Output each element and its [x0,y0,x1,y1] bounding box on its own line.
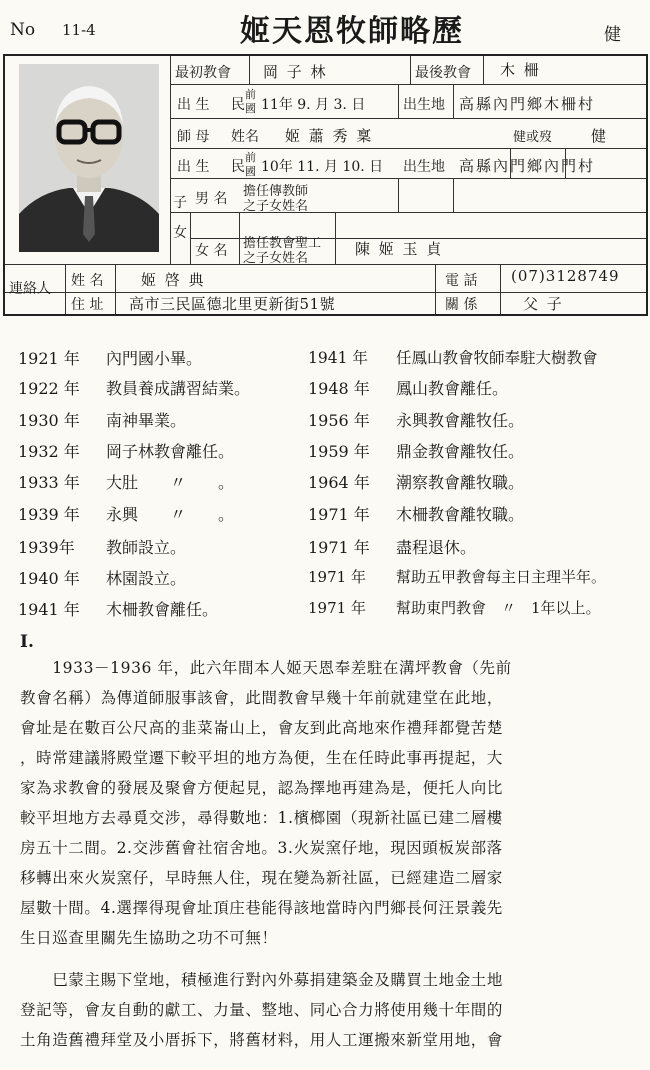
timeline-left-item: 1933 年 大肚 〃 。 [18,473,235,492]
timeline-right-item: 1971 年 幫助東門教會 〃 1年以上。 [308,599,601,617]
birthplace-label: 出生地 [403,97,445,113]
page-title: 姬天恩牧師略歷 [240,14,464,49]
essay-line: 巳蒙主賜下堂地，積極進行對內外募捐建築金及購買土地金土地 [20,971,504,989]
female-desc-1: 擔任教會聖工 [243,236,322,251]
timeline-right-item: 1959 年 鼎金教會離牧任。 [308,442,525,461]
last-church-label: 最後教會 [415,65,471,81]
essay-line: 移轉出來火炭窯仔，早時無人住，現在變為新社區，已經建造二層家 [20,869,504,887]
contact-label: 連絡人 [9,281,51,297]
wife-birth-label: 出 生 [177,159,210,175]
record-number: 11-4 [62,21,96,39]
era-min: 民 [231,97,245,113]
wife-name-label: 姓名 [231,129,259,145]
essay-line: 1933－1936 年，此六年間本人姬天恩奉差駐在溝坪教會（先前 [20,659,512,677]
essay-line: 會址是在數百公尺高的韭菜崙山上，會友到此高地來作禮拜都覺苦楚 [20,719,504,737]
era-qian: 前 [245,88,256,101]
wife-era-min: 民 [231,159,245,175]
female-desc-2: 之子女姓名 [243,251,309,266]
first-church-label: 最初教會 [175,65,231,81]
contact-name-value: 姬 啓 典 [141,271,206,289]
alive-label: 健或歿 [513,130,553,145]
wife-era-qian: 前 [245,151,256,164]
timeline-right-item: 1964 年 潮察教會離牧職。 [308,473,525,492]
essay-line: 教會名稱）為傳道師服事該會，此間教會早幾十年前就建堂在此地， [20,689,504,707]
female-names-value: 陳 姬 玉 貞 [355,240,444,258]
contact-address-value: 高市三民區德北里更新街51號 [129,295,336,313]
essay-line: 土角造舊禮拜堂及小厝拆下，將舊材料，用人工運搬來新堂用地，會 [20,1031,504,1049]
timeline-right-item: 1941 年 任鳳山教會牧師奉駐大樹教會 [308,349,598,367]
contact-name-label: 姓 名 [71,273,104,289]
timeline-left-item: 1932 年 岡子林教會離任。 [18,442,235,461]
essay-line: 生日巡查里關先生協助之功不可無！ [20,929,278,947]
male-label: 男 名 [195,191,228,207]
timeline-right-item: 1971 年 木柵教會離牧職。 [308,505,525,524]
essay-line: 屋數十間。4.選擇得現會址頂庄巷能得該地當時內門鄉長何汪景義先 [20,899,503,917]
female-label: 女 名 [195,243,228,259]
essay-line: 家為求教會的發展及聚會方便起見，認為擇地再建為是，便托人向比 [20,779,504,797]
essay-line: 較平坦地方去尋覓交涉，尋得數地：1.檳榔園（現新社區已建二層樓 [20,809,503,827]
timeline-left-item: 1922 年 教員養成講習結業。 [18,379,251,398]
wife-birthplace-value: 高縣內門鄉內門村 [459,157,596,175]
children-label-1: 子 [173,195,187,211]
page-header [0,0,650,52]
timeline-left-item: 1941 年 木柵教會離任。 [18,600,219,619]
status-mark: 健 [604,25,621,45]
wife-birth-date: 10年 11. 月 10. 日 [261,159,384,175]
timeline-left-item: 1939年 教師設立。 [18,538,187,557]
children-label-2: 女 [173,225,187,241]
timeline-right-item: 1971 年 幫助五甲教會每主日主理半年。 [308,568,607,586]
timeline-right-item: 1948 年 鳳山教會離任。 [308,379,509,398]
first-church-value: 岡 子 林 [263,63,328,81]
timeline-left-item: 1930 年 南神畢業。 [18,411,187,430]
last-church-value: 木 柵 [500,61,541,79]
timeline-right-item: 1971 年 盡程退休。 [308,538,477,557]
timeline-left-item: 1940 年 林園設立。 [18,569,187,588]
essay-line: 房五十二間。2.交涉舊會社宿舍地。3.火炭窯仔地，現因頭板炭部落 [20,839,503,857]
contact-relation-label: 關 係 [445,297,478,313]
birth-label: 出 生 [177,97,210,113]
timeline-left-item: 1921 年 內門國小畢。 [18,349,203,368]
portrait-illustration [19,64,159,252]
birth-date: 11年 9. 月 3. 日 [261,97,366,113]
birthplace-value: 高縣內門鄉木柵村 [459,95,596,113]
essay-line: ，時常建議將殿堂遷下較平坦的地方為便，生在任時此事再提起，大 [20,749,504,767]
wife-birthplace-label: 出生地 [403,159,445,175]
era-guo: 國 [245,102,256,115]
male-desc-2: 之子女姓名 [243,199,309,214]
section-label: I. [20,632,34,652]
wife-era-guo: 國 [245,165,256,178]
alive-value: 健 [591,127,609,145]
timeline-left-item: 1939 年 永興 〃 。 [18,505,235,524]
contact-address-label: 住 址 [71,297,104,313]
essay-line: 登記等，會友自動的獻工、力量、整地、同心合力將使用幾十年間的 [20,1001,504,1019]
wife-label: 師 母 [177,129,210,145]
contact-phone-value: (07)3128749 [511,267,620,285]
info-form [3,54,648,316]
wife-name-value: 姬 蕭 秀 稟 [285,127,374,145]
portrait-photo [19,64,159,252]
timeline-right-item: 1956 年 永興教會離牧任。 [308,411,525,430]
male-desc-1: 擔任傳教師 [243,184,309,199]
contact-relation-value: 父 子 [523,295,564,313]
record-no-label: No [10,20,36,40]
contact-phone-label: 電 話 [445,273,478,289]
